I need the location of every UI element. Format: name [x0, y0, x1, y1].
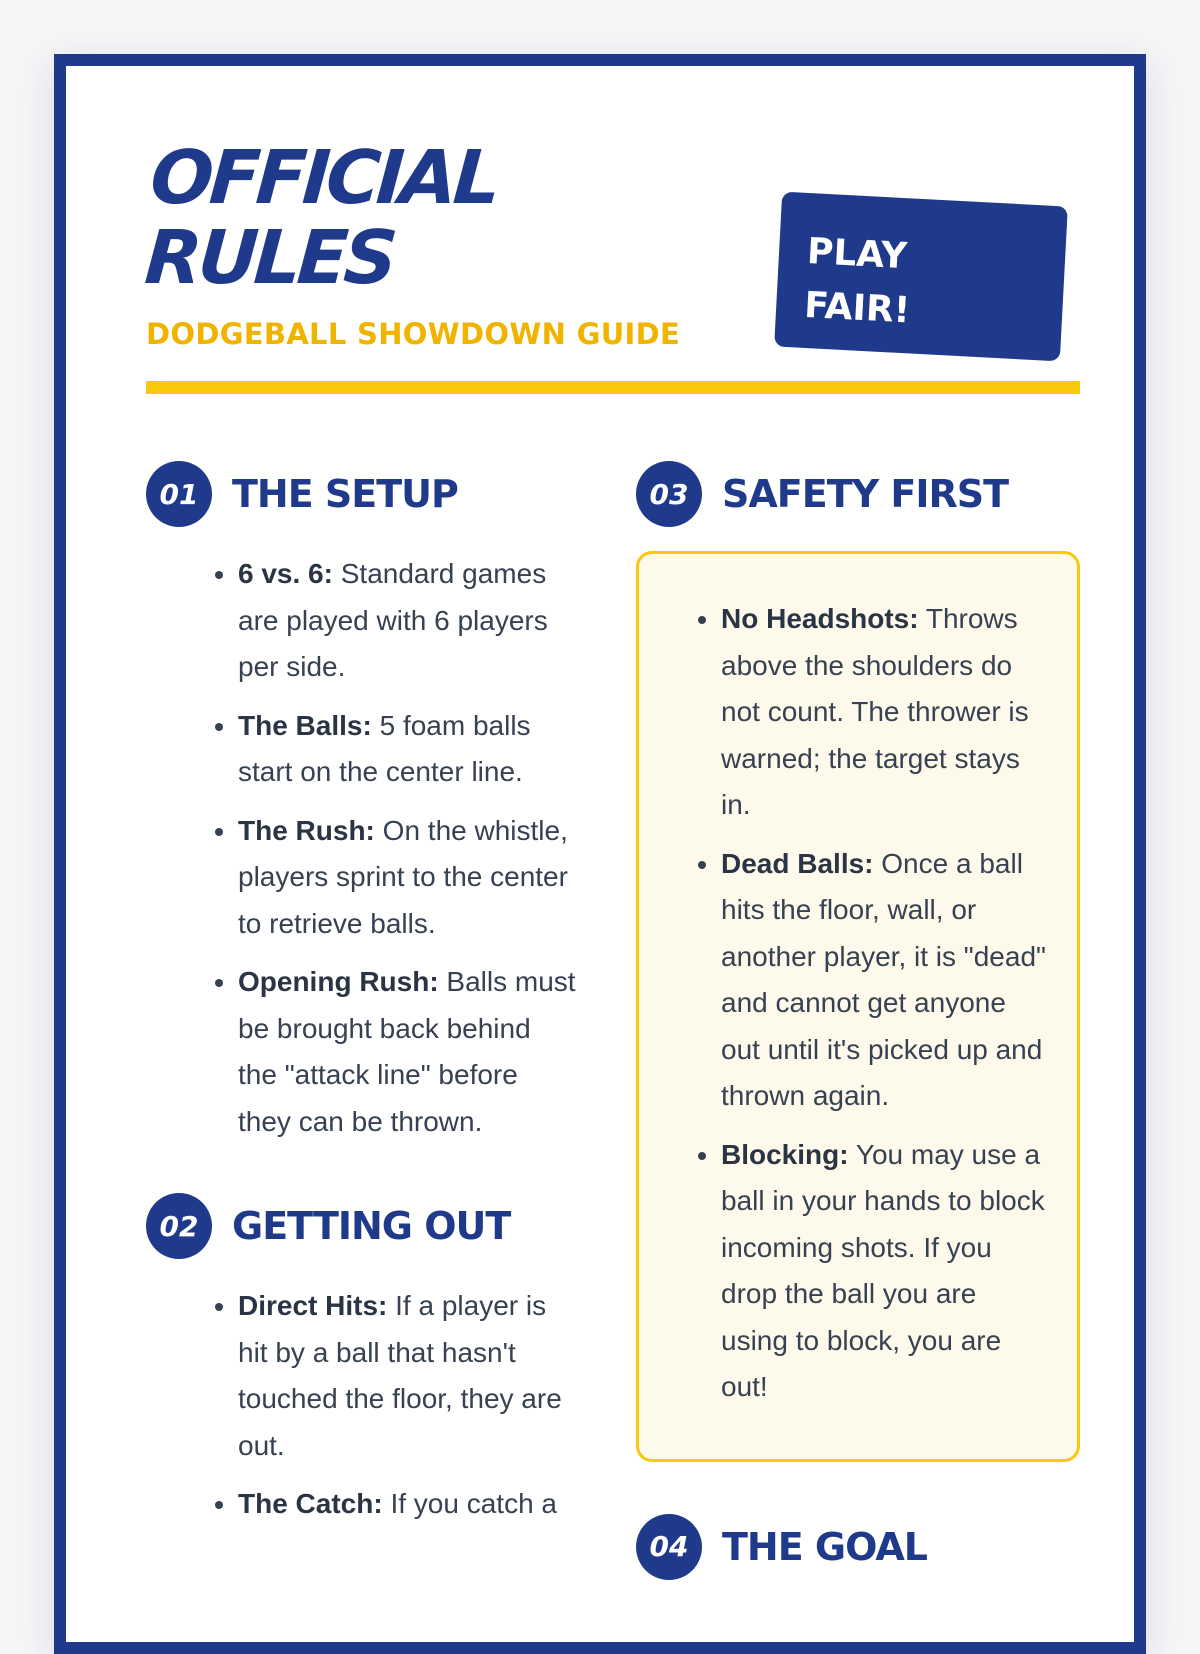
section-title: GETTING OUT	[232, 1204, 511, 1248]
rule-item	[238, 959, 576, 1145]
rule-term: Blocking:	[721, 1138, 849, 1170]
rule-item	[238, 1283, 576, 1469]
section-title: THE SETUP	[232, 472, 458, 516]
rule-item	[238, 703, 576, 796]
rule-text: Once a ball hits the floor, wall, or another player, it is "dead" and cannot get anyone out until it's picked up and thrown again.	[721, 847, 1046, 1111]
rule-term: The Balls:	[238, 709, 372, 741]
rule-text: You may use a ball in your hands to block incoming shots. If you drop the ball you are using to block, you are out!	[721, 1138, 1045, 1402]
rule-text: Balls must be brought back behind the "attack line" before they can be thrown.	[238, 966, 576, 1137]
rule-item	[238, 551, 576, 691]
rule-term: No Headshots:	[721, 603, 919, 634]
play-fair-badge[interactable]	[774, 192, 1068, 362]
section-spacer	[146, 1157, 576, 1193]
section-safety	[636, 461, 1080, 1462]
section-getting-out	[146, 1193, 576, 1528]
section-number-badge: 04	[636, 1514, 702, 1580]
section-header	[636, 461, 1080, 527]
section-header	[146, 461, 576, 527]
rule-item	[721, 1132, 1047, 1411]
title-line-2: RULES	[142, 215, 397, 301]
rule-item	[721, 841, 1047, 1120]
header-divider	[146, 381, 1080, 394]
rule-term: 6 vs. 6:	[238, 558, 333, 589]
rule-term: The Rush:	[238, 814, 375, 846]
safety-callout-box	[636, 551, 1080, 1462]
right-column	[636, 461, 1080, 1604]
page-title	[142, 135, 500, 301]
rule-text: On the whistle, players sprint to the center to retrieve balls.	[238, 814, 568, 939]
rules-card	[54, 54, 1146, 1654]
rule-text: If a player is hit by a ball that hasn't touched the floor, they are out.	[238, 1290, 562, 1461]
rule-item	[238, 808, 576, 948]
rule-item	[721, 596, 1047, 829]
section-setup	[146, 461, 576, 1145]
section-title: THE GOAL	[722, 1524, 928, 1569]
rule-term: The Catch:	[238, 1488, 383, 1519]
section-number-badge: 01	[146, 461, 212, 527]
badge-line-1: PLAY	[806, 231, 908, 278]
rule-text: Standard games are played with 6 players per side.	[238, 558, 548, 682]
section-number-badge: 02	[146, 1193, 212, 1259]
rule-term: Opening Rush:	[238, 966, 439, 997]
section-header	[146, 1193, 576, 1259]
page-subtitle: DODGEBALL SHOWDOWN GUIDE	[146, 317, 681, 351]
title-line-1: OFFICIAL	[147, 135, 500, 221]
rule-list	[146, 551, 576, 1145]
rule-text: Throws above the shoulders do not count. The thrower is warned; the target stays in.	[721, 603, 1029, 820]
rule-item	[238, 1481, 576, 1528]
rule-text: If you catch a	[382, 1488, 558, 1519]
section-goal	[636, 1514, 1080, 1580]
rule-text: 5 foam balls start on the center line.	[238, 709, 531, 787]
badge-line-2: FAIR!	[803, 284, 912, 332]
rule-term: Direct Hits:	[238, 1290, 388, 1321]
rule-list	[639, 596, 1047, 1411]
section-header	[636, 1514, 1080, 1580]
rule-list	[146, 1283, 576, 1528]
left-column	[146, 461, 576, 1540]
section-title: SAFETY FIRST	[722, 472, 1009, 516]
section-number-badge: 03	[636, 461, 702, 527]
rule-term: Dead Balls:	[721, 847, 874, 879]
